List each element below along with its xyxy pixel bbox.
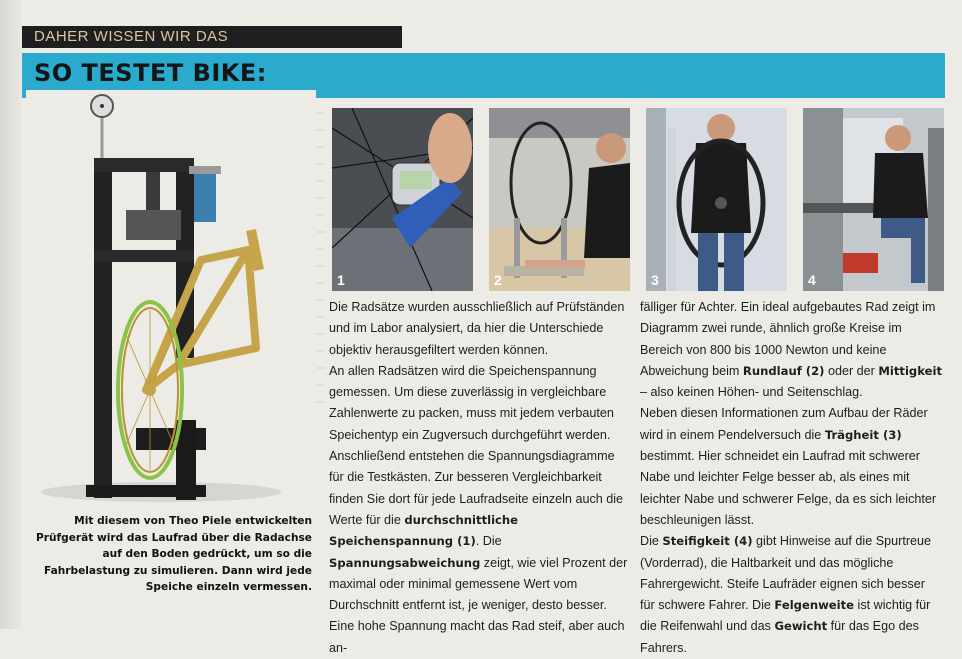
term: Gewicht — [774, 619, 828, 634]
text-column-1 — [329, 297, 629, 659]
photo-number: 1 — [337, 272, 345, 288]
photo-number: 4 — [808, 272, 816, 288]
page-title: SO TESTET BIKE: — [34, 59, 267, 87]
paragraph: Eine hohe Spannung macht das Rad steif, aber auch an- — [329, 619, 625, 655]
paragraph: fälliger für Achter. Ein ideal aufgebautes Rad zeigt im Diagramm zwei runde, ähnlich große Kreise im Bereich von 800 bis 1000 Newton und keine Abweichung beim Rundlauf (2) oder der Mittigkeit – also keinen Höhen- und Seitenschlag. — [640, 300, 943, 400]
photo-number: 3 — [651, 272, 659, 288]
text-column-2 — [640, 297, 943, 659]
term: Spannungsabweichung — [329, 555, 481, 570]
section-kicker — [22, 26, 402, 48]
paragraph: Neben diesen Informationen zum Aufbau der Räder wird in einem Pendelversuch die Trägheit (3) bestimmt. Hier schneidet ein Laufrad mit schwerer Nabe und leichter Felge besser ab, als eines mit leichter Nabe und schwerer Felge, da es sich leichter beschleunigen lässt. — [640, 406, 937, 527]
photo-pendulum-test — [646, 108, 787, 291]
term: Rundlauf (2) — [742, 363, 825, 378]
paragraph: Die Steifigkeit (4) gibt Hinweise auf die Spurtreue (Vorderrad), die Haltbarkeit und das mögliche Fahrergewicht. Steife Laufräder eignen sich besser für schwere Fahrer. Die Felgenweite ist wichtig für die Reifenwahl und das Gewicht für das Ego des Fahrers. — [640, 534, 932, 655]
paragraph: Die Radsätze wurden ausschließlich auf Prüfständen und im Labor analysiert, da hier die Unterschiede objektiv herausgefiltert werden können. — [329, 300, 625, 357]
photo-stiffness-test — [803, 108, 944, 291]
photo-truing-stand — [489, 108, 630, 291]
term: Felgenweite — [774, 598, 855, 613]
paragraph: An allen Radsätzen wird die Speichenspannung gemessen. Um diese zuverlässig in vergleichbare Zahlenwerte zu packen, muss mit jedem verbauten Speichentyp ein Zugversuch durchgeführt werden. Anschließend entstehen die Spannungsdiagramme für die Testkästen. Zur besseren Vergleichbarkeit finden Sie dort für jede Laufradseite einzeln auch die Werte für die durchschnittliche Speichenspannung (1). Die Spannungsabweichung zeigt, wie viel Prozent der maximal oder minimal gemessene Wert vom Durchschnitt entfernt ist, je weniger, desto besser. — [329, 363, 628, 613]
term: Mittigkeit — [878, 363, 943, 378]
test-rig-image — [26, 90, 316, 505]
photo-spoke-tension — [332, 108, 473, 291]
rig-caption: Mit diesem von Theo Piele entwickelten Prüfgerät wird das Laufrad über die Radachse auf den Boden gedrückt, um so die Fahrbelastung zu simulieren. Dann wird jede Speiche einzeln vermessen. — [35, 515, 312, 593]
term: Trägheit (3) — [824, 427, 902, 442]
term: Steifigkeit (4) — [662, 534, 753, 549]
photo-number: 2 — [494, 272, 502, 288]
kicker-text: DAHER WISSEN WIR DAS — [34, 28, 229, 45]
term: durchschnittliche Speichenspannung (1) — [329, 512, 519, 549]
previous-page-edge — [0, 0, 22, 629]
